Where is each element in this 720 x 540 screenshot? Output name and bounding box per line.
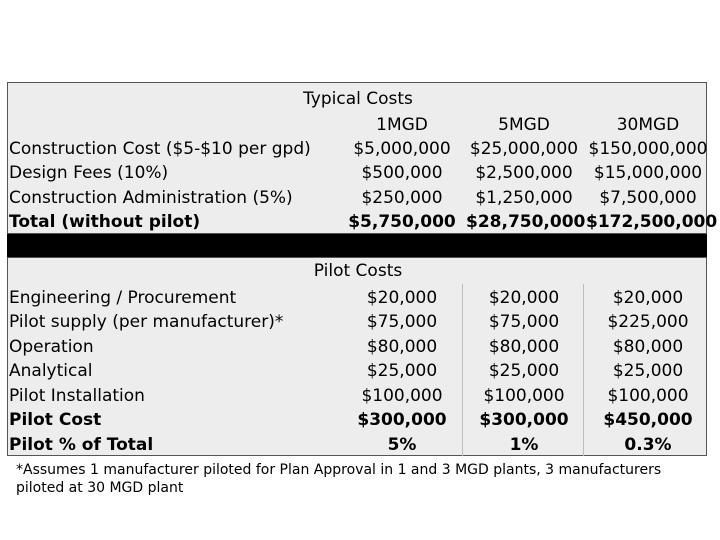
table-cell: $150,000,000 bbox=[588, 139, 708, 159]
table-cell: $2,500,000 bbox=[475, 163, 573, 183]
column-header-5mgd: 5MGD bbox=[498, 115, 550, 135]
table-cell: $1,250,000 bbox=[475, 188, 573, 208]
typical-costs-table bbox=[7, 82, 718, 234]
table-cell: $15,000,000 bbox=[593, 163, 703, 183]
pilot-costs-title: Pilot Costs bbox=[313, 261, 403, 281]
table-cell: $100,000 bbox=[607, 386, 689, 406]
table-cell: $80,000 bbox=[366, 337, 438, 357]
table-cell: $225,000 bbox=[607, 312, 689, 332]
table-cell-total: $450,000 bbox=[603, 410, 693, 430]
column-divider bbox=[462, 284, 463, 456]
row-label-construction-admin: Construction Administration (5%) bbox=[9, 188, 293, 208]
table-cell: $7,500,000 bbox=[599, 188, 697, 208]
table-cell-total: $172,500,000 bbox=[586, 212, 718, 232]
table-cell: $75,000 bbox=[488, 312, 560, 332]
row-label-pilot-installation: Pilot Installation bbox=[9, 386, 145, 406]
row-label-engineering: Engineering / Procurement bbox=[9, 288, 237, 308]
table-cell-total: 5% bbox=[387, 435, 417, 455]
table-cell: $500,000 bbox=[361, 163, 443, 183]
table-cell-total: $5,750,000 bbox=[348, 212, 456, 232]
table-cell: $25,000 bbox=[366, 361, 438, 381]
table-cell: $5,000,000 bbox=[353, 139, 451, 159]
section-divider-bar bbox=[7, 234, 707, 257]
footnote: *Assumes 1 manufacturer piloted for Plan Approval in 1 and 3 MGD plants, 3 manufacturers piloted at 30 MGD plant bbox=[16, 462, 662, 496]
column-header-30mgd: 30MGD bbox=[616, 115, 680, 135]
column-header-1mgd: 1MGD bbox=[376, 115, 428, 135]
row-label-pilot-supply: Pilot supply (per manufacturer)* bbox=[9, 312, 284, 332]
table-cell: $100,000 bbox=[361, 386, 443, 406]
table-cell-total: 0.3% bbox=[624, 435, 672, 455]
row-label-total: Total (without pilot) bbox=[9, 212, 201, 232]
table-cell: $25,000 bbox=[488, 361, 560, 381]
pilot-costs-table bbox=[7, 257, 707, 456]
table-cell: $20,000 bbox=[488, 288, 560, 308]
table-cell-total: 1% bbox=[509, 435, 539, 455]
row-label-analytical: Analytical bbox=[9, 361, 93, 381]
table-cell-total: $300,000 bbox=[479, 410, 569, 430]
typical-costs-title: Typical Costs bbox=[303, 89, 413, 109]
column-divider bbox=[583, 284, 584, 456]
row-label-construction-cost: Construction Cost ($5-$10 per gpd) bbox=[9, 139, 311, 159]
row-label-pilot-cost: Pilot Cost bbox=[9, 410, 102, 430]
row-label-design-fees: Design Fees (10%) bbox=[9, 163, 169, 183]
table-cell: $25,000 bbox=[612, 361, 684, 381]
table-cell: $75,000 bbox=[366, 312, 438, 332]
table-cell: $80,000 bbox=[488, 337, 560, 357]
table-cell: $250,000 bbox=[361, 188, 443, 208]
table-cell: $20,000 bbox=[366, 288, 438, 308]
table-cell-total: $28,750,000 bbox=[466, 212, 586, 232]
table-cell: $20,000 bbox=[612, 288, 684, 308]
row-label-pilot-percent: Pilot % of Total bbox=[9, 435, 154, 455]
row-label-operation: Operation bbox=[9, 337, 94, 357]
table-cell-total: $300,000 bbox=[357, 410, 447, 430]
table-cell: $100,000 bbox=[483, 386, 565, 406]
table-cell: $25,000,000 bbox=[469, 139, 579, 159]
table-cell: $80,000 bbox=[612, 337, 684, 357]
